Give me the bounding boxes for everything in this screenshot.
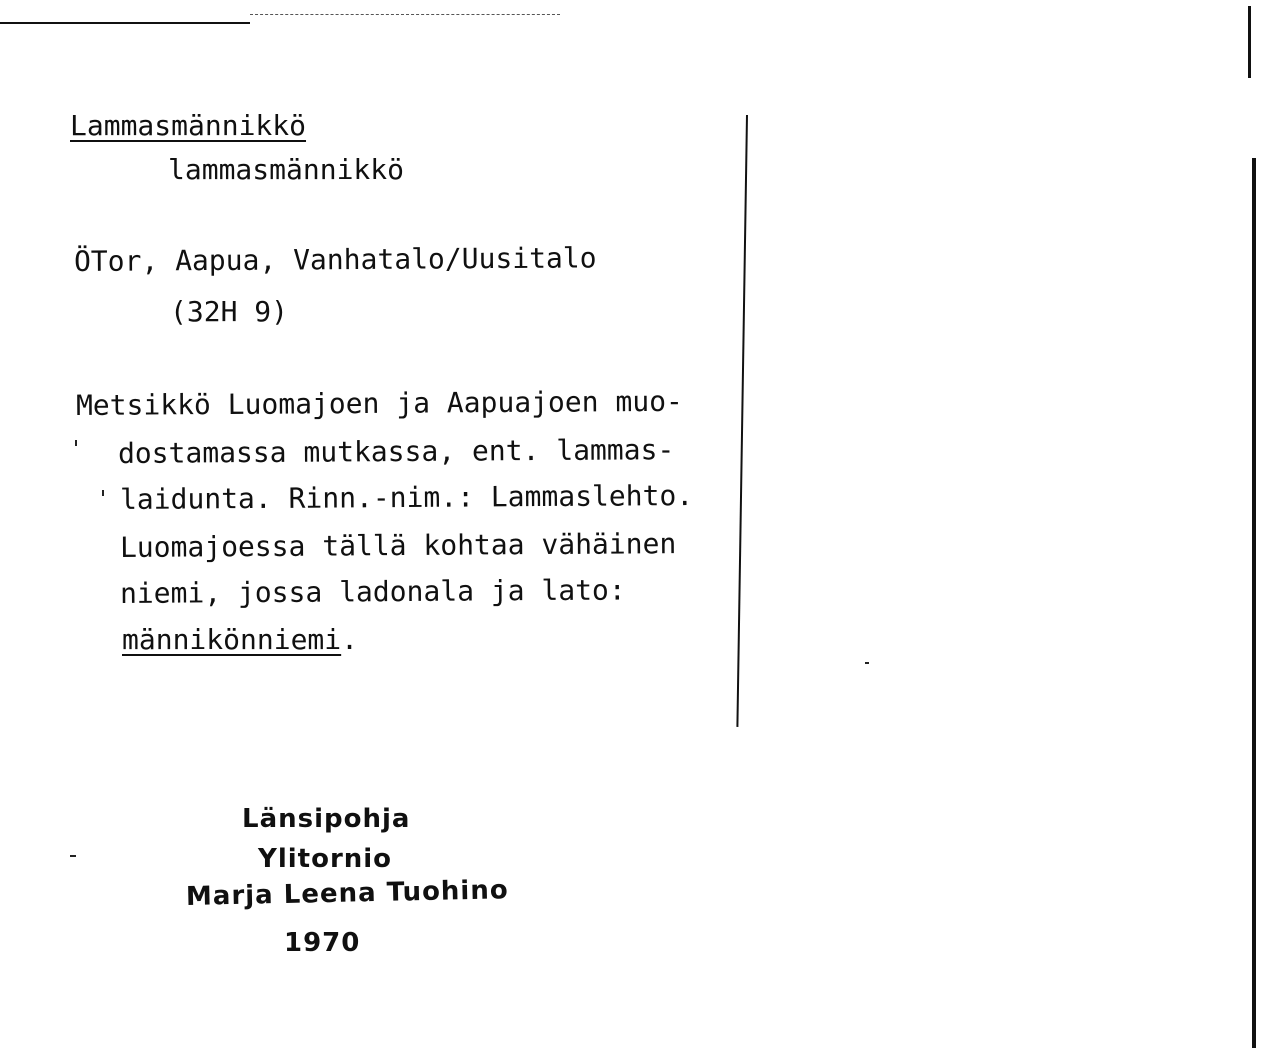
top-edge-line xyxy=(0,22,250,24)
speck xyxy=(102,490,104,496)
stamp-parish: Ylitornio xyxy=(258,844,393,874)
phonetic-transcription: lammasmännikkö xyxy=(168,153,405,186)
description-line: dostamassa mutkassa, ent. lammas- xyxy=(117,433,675,470)
final-period: . xyxy=(341,623,359,656)
stamp-collector: Marja Leena Tuohino xyxy=(185,875,509,912)
description-line: Luomajoessa tällä kohtaa vähäinen xyxy=(119,527,677,564)
speck xyxy=(865,662,869,664)
description-line: niemi, jossa ladonala ja lato: xyxy=(119,573,626,610)
headword: Lammasmännikkö xyxy=(70,109,307,142)
right-edge-line xyxy=(1252,158,1256,1048)
top-edge-dashes xyxy=(250,14,560,16)
stamp-region: Länsipohja xyxy=(242,804,411,834)
description-line: laidunta. Rinn.-nim.: Lammaslehto. xyxy=(119,478,694,516)
speck xyxy=(70,855,76,857)
location-line: ÖTor, Aapua, Vanhatalo/Uusitalo xyxy=(73,241,597,278)
description-last-line xyxy=(122,623,359,656)
description-line: Metsikkö Luomajoen ja Aapuajoen muo- xyxy=(75,384,683,422)
column-divider-line xyxy=(736,115,748,727)
place-name-underlined: männikönniemi xyxy=(122,623,342,656)
speck xyxy=(75,440,77,446)
map-reference: (32H 9) xyxy=(170,295,289,328)
stamp-year: 1970 xyxy=(284,928,361,958)
right-edge-line-top xyxy=(1248,6,1251,78)
